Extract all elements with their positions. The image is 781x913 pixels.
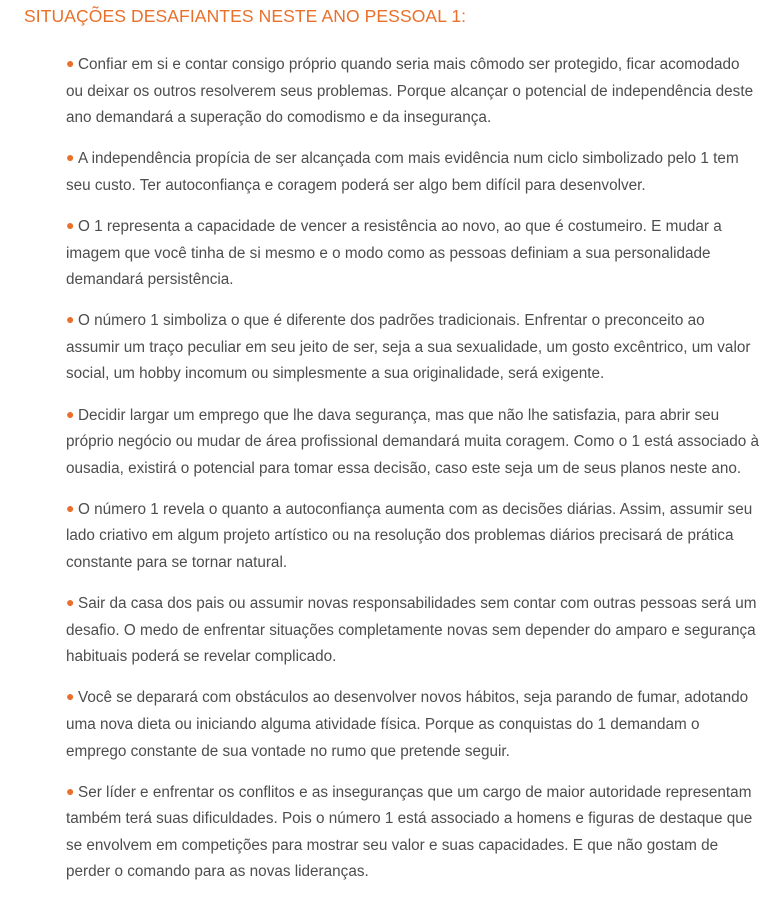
- bullet-icon: ●: [66, 405, 75, 422]
- bullet-icon: ●: [66, 782, 75, 799]
- bullet-icon: ●: [66, 149, 75, 166]
- list-item: [66, 683, 760, 765]
- list-item: [66, 212, 760, 294]
- list-item: [66, 306, 760, 388]
- section-title: SITUAÇÕES DESAFIANTES NESTE ANO PESSOAL 1:: [24, 6, 467, 26]
- list-item-text: Sair da casa dos pais ou assumir novas responsabilidades sem contar com outras pessoas será um desafio. O medo de enfrentar situações completamente novas sem depender do amparo e segurança habituais poderá se revelar complicado.: [66, 595, 757, 666]
- bullet-icon: ●: [66, 311, 75, 328]
- list-item-text: Decidir largar um emprego que lhe dava segurança, mas que não lhe satisfazia, para abrir seu próprio negócio ou mudar de área profissional demandará muita coragem. Como o 1 está associado à ousadia, existirá o potencial para tomar essa decisão, caso este seja um de seus planos neste ano.: [66, 406, 760, 477]
- bullet-icon: ●: [66, 499, 75, 516]
- list-item-text: O número 1 revela o quanto a autoconfiança aumenta com as decisões diárias. Assim, assumir seu lado criativo em algum projeto artístico ou na resolução dos problemas diários precisará de prática constante para se tornar natural.: [66, 500, 753, 571]
- list-item-text: Confiar em si e contar consigo próprio quando seria mais cômodo ser protegido, ficar acomodado ou deixar os outros resolverem seus problemas. Porque alcançar o potencial de independência deste ano demandará a superação do comodismo e da insegurança.: [66, 56, 754, 127]
- bullet-icon: ●: [66, 688, 75, 705]
- list-item: [66, 589, 760, 671]
- list-item: [66, 495, 760, 577]
- list-item-text: O 1 representa a capacidade de vencer a resistência ao novo, ao que é costumeiro. E mudar a imagem que você tinha de si mesmo e o modo como as pessoas definiam a sua personalidade demandará persistência.: [66, 217, 722, 289]
- challenges-list: [66, 50, 760, 899]
- list-item: [66, 144, 760, 199]
- bullet-icon: ●: [66, 55, 75, 71]
- list-item: [66, 50, 760, 132]
- bullet-icon: ●: [66, 594, 75, 611]
- list-item: [66, 778, 760, 886]
- list-item-text: Ser líder e enfrentar os conflitos e as inseguranças que um cargo de maior autoridade representam também terá suas dificuldades. Pois o número 1 está associado a homens e figuras de destaque que se envolvem em competições para mostrar seu valor e suas capacidades. E que não gostam de perder o comando para as novas lideranças.: [66, 783, 753, 881]
- list-item: [66, 401, 760, 483]
- bullet-icon: ●: [66, 216, 75, 233]
- list-item-text: Você se deparará com obstáculos ao desenvolver novos hábitos, seja parando de fumar, adotando uma nova dieta ou iniciando alguma atividade física. Porque as conquistas do 1 demandam o emprego constante de sua vontade no rumo que pretende seguir.: [66, 689, 749, 760]
- list-item-text: O número 1 simboliza o que é diferente dos padrões tradicionais. Enfrentar o preconceito ao assumir um traço peculiar em seu jeito de ser, seja a sua sexualidade, um gosto excêntrico, um valor social, um hobby incomum ou simplesmente a sua originalidade, será exigente.: [66, 312, 751, 383]
- list-item-text: A independência propícia de ser alcançada com mais evidência num ciclo simbolizado pelo 1 tem seu custo. Ter autoconfiança e coragem poderá ser algo bem difícil para desenvolver.: [66, 150, 739, 194]
